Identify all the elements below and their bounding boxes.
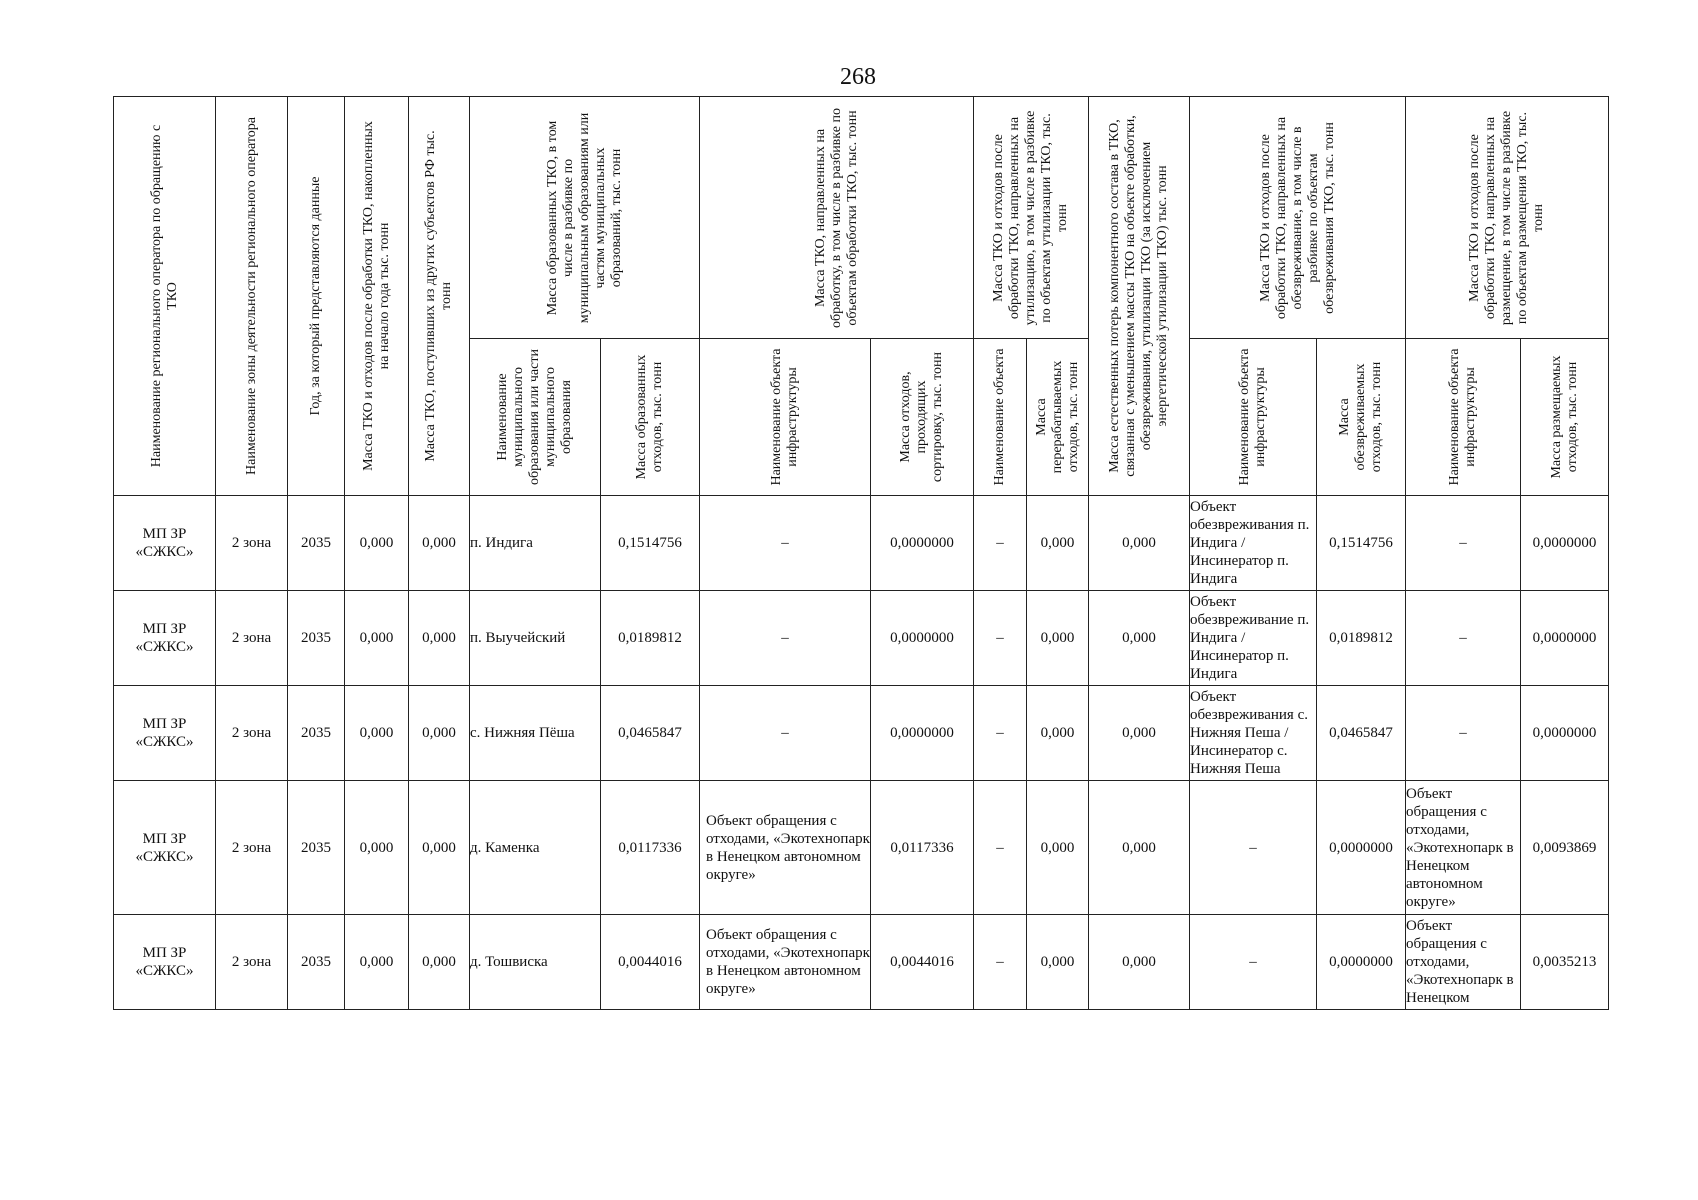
- cell-year: 2035: [288, 496, 345, 591]
- cell-year: 2035: [288, 686, 345, 781]
- header-group-formed: Масса образованных ТКО, в том числе в разбивке по муниципальным образованиям или частям муниципальных образований, тыс. тонн: [470, 97, 700, 339]
- cell-placed: 0,0000000: [1521, 496, 1609, 591]
- cell-received: 0,000: [409, 915, 470, 1010]
- waste-data-table: [113, 96, 1609, 1010]
- cell-year: 2035: [288, 915, 345, 1010]
- cell-neutralization-object: Объект обезвреживания с. Нижняя Пеша / Инсинератор с. Нижняя Пеша: [1190, 686, 1317, 781]
- header-group-neutralization: Масса ТКО и отходов после обработки ТКО, направленных на обезвреживание, в том числе в разбивке по объектам обезвреживания ТКО, тыс. тонн: [1190, 97, 1406, 339]
- cell-recycled: 0,000: [1027, 496, 1089, 591]
- cell-received: 0,000: [409, 781, 470, 915]
- cell-placement-object: Объект обращения с отходами, «Экотехнопарк в Ненецком автономном округе»: [1406, 781, 1521, 915]
- cell-recycled: 0,000: [1027, 686, 1089, 781]
- cell-sorting: 0,0044016: [871, 915, 974, 1010]
- table-row: [114, 496, 1609, 591]
- cell-zone: 2 зона: [216, 686, 288, 781]
- cell-placement-object: –: [1406, 591, 1521, 686]
- cell-neutralization-object: Объект обезвреживание п. Индига / Инсинератор п. Индига: [1190, 591, 1317, 686]
- header-zone: Наименование зоны деятельности регионального оператора: [216, 97, 288, 496]
- cell-losses: 0,000: [1089, 496, 1190, 591]
- cell-processing-object: Объект обращения с отходами, «Экотехнопарк в Ненецком автономном округе»: [700, 915, 871, 1010]
- cell-accumulated: 0,000: [345, 686, 409, 781]
- cell-sorting: 0,0000000: [871, 591, 974, 686]
- cell-placed: 0,0000000: [1521, 686, 1609, 781]
- cell-accumulated: 0,000: [345, 915, 409, 1010]
- cell-placement-object: Объект обращения с отходами, «Экотехнопарк в Ненецком: [1406, 915, 1521, 1010]
- cell-neutralized: 0,0000000: [1317, 781, 1406, 915]
- cell-processing-object: –: [700, 686, 871, 781]
- header-group-processing: Масса ТКО, направленных на обработку, в том числе в разбивке по объектам обработки ТКО, тыс. тонн: [700, 97, 974, 339]
- subheader-formed-mass: Масса образованных отходов, тыс. тонн: [601, 339, 700, 496]
- cell-zone: 2 зона: [216, 496, 288, 591]
- cell-processing-object: Объект обращения с отходами, «Экотехнопарк в Ненецком автономном округе»: [700, 781, 871, 915]
- cell-sorting: 0,0000000: [871, 686, 974, 781]
- cell-received: 0,000: [409, 591, 470, 686]
- cell-municipality: д. Каменка: [470, 781, 601, 915]
- cell-recycled: 0,000: [1027, 591, 1089, 686]
- cell-placed: 0,0093869: [1521, 781, 1609, 915]
- cell-operator: МП ЗР «СЖКС»: [114, 686, 216, 781]
- subheader-placement-object: Наименование объекта инфраструктуры: [1406, 339, 1521, 496]
- cell-operator: МП ЗР «СЖКС»: [114, 781, 216, 915]
- cell-losses: 0,000: [1089, 781, 1190, 915]
- page-number: 268: [840, 64, 876, 90]
- subheader-processing-object: Наименование объекта инфраструктуры: [700, 339, 871, 496]
- cell-losses: 0,000: [1089, 686, 1190, 781]
- cell-formed: 0,0189812: [601, 591, 700, 686]
- subheader-sorting-mass: Масса отходов, проходящих сортировку, тыс. тонн: [871, 339, 974, 496]
- cell-municipality: д. Тошвиска: [470, 915, 601, 1010]
- cell-municipality: п. Выучейский: [470, 591, 601, 686]
- cell-neutralized: 0,0000000: [1317, 915, 1406, 1010]
- cell-utilization-object: –: [974, 591, 1027, 686]
- cell-operator: МП ЗР «СЖКС»: [114, 591, 216, 686]
- header-mass-received: Масса ТКО, поступивших из других субъектов РФ тыс. тонн: [409, 97, 470, 496]
- cell-zone: 2 зона: [216, 781, 288, 915]
- cell-received: 0,000: [409, 496, 470, 591]
- subheader-neutralized-mass: Масса обезвреживаемых отходов, тыс. тонн: [1317, 339, 1406, 496]
- header-year: Год, за который представляются данные: [288, 97, 345, 496]
- cell-year: 2035: [288, 781, 345, 915]
- cell-formed: 0,1514756: [601, 496, 700, 591]
- table-row: [114, 915, 1609, 1010]
- cell-placement-object: –: [1406, 686, 1521, 781]
- cell-neutralization-object: –: [1190, 781, 1317, 915]
- cell-losses: 0,000: [1089, 915, 1190, 1010]
- cell-placed: 0,0035213: [1521, 915, 1609, 1010]
- header-group-utilization: Масса ТКО и отходов после обработки ТКО, направленных на утилизацию, в том числе в разбивке по объектам утилизации ТКО, тыс. тонн: [974, 97, 1089, 339]
- cell-neutralized: 0,0465847: [1317, 686, 1406, 781]
- cell-zone: 2 зона: [216, 915, 288, 1010]
- cell-received: 0,000: [409, 686, 470, 781]
- cell-recycled: 0,000: [1027, 781, 1089, 915]
- cell-utilization-object: –: [974, 686, 1027, 781]
- cell-recycled: 0,000: [1027, 915, 1089, 1010]
- cell-utilization-object: –: [974, 915, 1027, 1010]
- header-mass-accumulated: Масса ТКО и отходов после обработки ТКО, накопленных на начало года тыс. тонн: [345, 97, 409, 496]
- cell-year: 2035: [288, 591, 345, 686]
- cell-neutralized: 0,1514756: [1317, 496, 1406, 591]
- cell-accumulated: 0,000: [345, 781, 409, 915]
- cell-neutralization-object: Объект обезвреживания п. Индига / Инсинератор п. Индига: [1190, 496, 1317, 591]
- header-operator: Наименование регионального оператора по обращению с ТКО: [114, 97, 216, 496]
- cell-placed: 0,0000000: [1521, 591, 1609, 686]
- table-row: [114, 686, 1609, 781]
- header-natural-losses: Масса естественных потерь компонентного состава в ТКО, связанная с уменьшением массы ТКО на объекте обработки, обезвреживания, утилизации ТКО (за исключением энергетической утилизации ТКО) тыс. тонн: [1089, 97, 1190, 496]
- cell-neutralization-object: –: [1190, 915, 1317, 1010]
- cell-formed: 0,0117336: [601, 781, 700, 915]
- cell-utilization-object: –: [974, 781, 1027, 915]
- subheader-utilization-object: Наименование объекта: [974, 339, 1027, 496]
- cell-utilization-object: –: [974, 496, 1027, 591]
- cell-accumulated: 0,000: [345, 591, 409, 686]
- cell-placement-object: –: [1406, 496, 1521, 591]
- cell-accumulated: 0,000: [345, 496, 409, 591]
- cell-processing-object: –: [700, 496, 871, 591]
- subheader-municipality: Наименование муниципального образования или части муниципального образования: [470, 339, 601, 496]
- cell-operator: МП ЗР «СЖКС»: [114, 915, 216, 1010]
- cell-losses: 0,000: [1089, 591, 1190, 686]
- subheader-neutralization-object: Наименование объекта инфраструктуры: [1190, 339, 1317, 496]
- table-row: [114, 781, 1609, 915]
- subheader-placed-mass: Масса размещаемых отходов, тыс. тонн: [1521, 339, 1609, 496]
- cell-sorting: 0,0000000: [871, 496, 974, 591]
- header-row-top: [114, 97, 1609, 339]
- cell-sorting: 0,0117336: [871, 781, 974, 915]
- table-row: [114, 591, 1609, 686]
- cell-zone: 2 зона: [216, 591, 288, 686]
- cell-formed: 0,0044016: [601, 915, 700, 1010]
- cell-municipality: п. Индига: [470, 496, 601, 591]
- cell-municipality: с. Нижняя Пёша: [470, 686, 601, 781]
- header-group-placement: Масса ТКО и отходов после обработки ТКО, направленных на размещение, в том числе в разбивке по объектам размещения ТКО, тыс. тонн: [1406, 97, 1609, 339]
- cell-formed: 0,0465847: [601, 686, 700, 781]
- cell-operator: МП ЗР «СЖКС»: [114, 496, 216, 591]
- subheader-recycled-mass: Масса перерабатываемых отходов, тыс. тонн: [1027, 339, 1089, 496]
- cell-processing-object: –: [700, 591, 871, 686]
- cell-neutralized: 0,0189812: [1317, 591, 1406, 686]
